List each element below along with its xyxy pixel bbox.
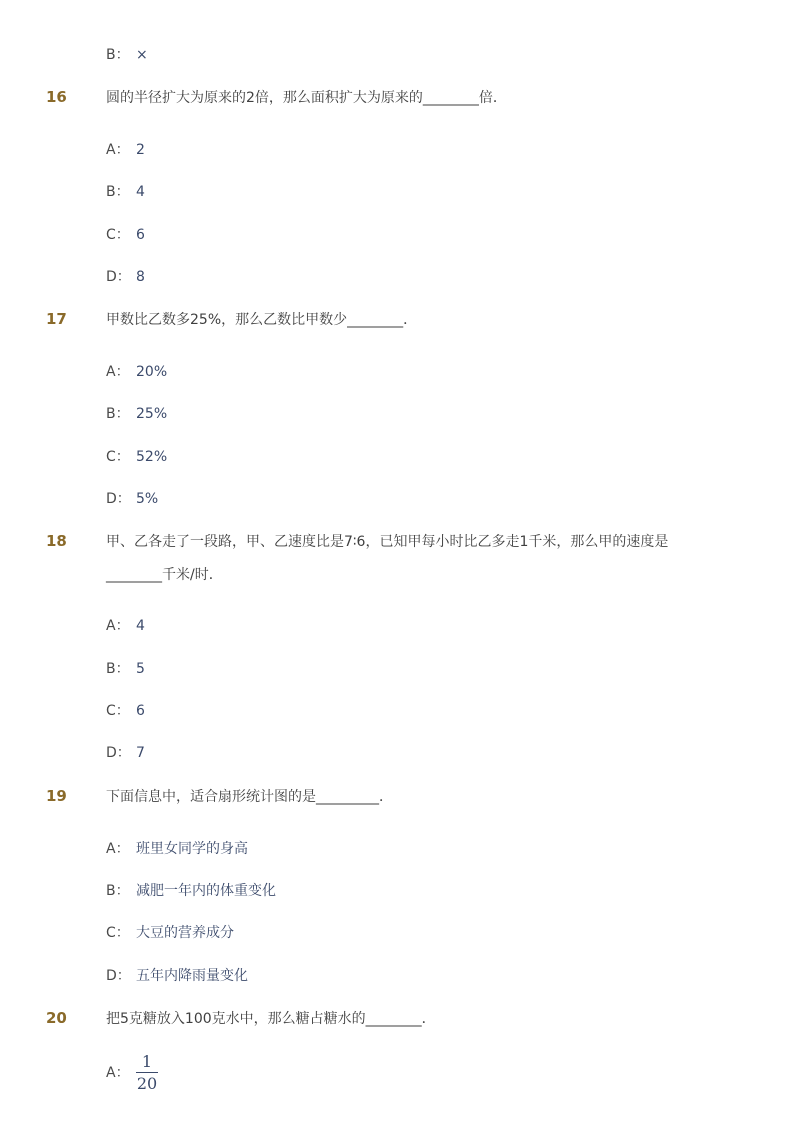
option-b[interactable] bbox=[106, 659, 145, 679]
option-value: 6 bbox=[136, 703, 145, 719]
option-label: B： bbox=[106, 883, 130, 899]
option-d[interactable] bbox=[106, 489, 158, 509]
option-label: C： bbox=[106, 227, 130, 243]
option-label: A： bbox=[106, 364, 130, 380]
option-label: B： bbox=[106, 184, 130, 200]
option-c[interactable] bbox=[106, 225, 145, 245]
question-number: 17 bbox=[46, 310, 67, 328]
option-value: 8 bbox=[136, 269, 145, 285]
option-b[interactable] bbox=[106, 404, 167, 424]
fraction-numerator: 1 bbox=[141, 1052, 153, 1071]
question-text: 下面信息中，适合扇形统计图的是_________． bbox=[106, 789, 393, 805]
option-label: B： bbox=[106, 406, 130, 422]
option-d[interactable] bbox=[106, 966, 248, 986]
option-value: 6 bbox=[136, 227, 145, 243]
option-label: D： bbox=[106, 968, 131, 984]
option-b[interactable] bbox=[106, 182, 145, 202]
question-number: 19 bbox=[46, 787, 67, 805]
option-label: C： bbox=[106, 703, 130, 719]
option-value: 20% bbox=[136, 364, 168, 380]
option-a[interactable] bbox=[106, 839, 248, 859]
fraction-denominator: 20 bbox=[136, 1074, 158, 1093]
option-value: 大豆的营养成分 bbox=[136, 925, 234, 941]
option-value: 52% bbox=[136, 449, 168, 465]
option-label: C： bbox=[106, 925, 130, 941]
option-a[interactable] bbox=[106, 1053, 158, 1093]
option-label: B： bbox=[106, 47, 130, 63]
option-value: 2 bbox=[136, 142, 145, 158]
option-d[interactable] bbox=[106, 267, 145, 287]
option-c[interactable] bbox=[106, 447, 167, 467]
fraction bbox=[136, 1053, 158, 1093]
option-label: A： bbox=[106, 618, 130, 634]
option-label: B： bbox=[106, 661, 130, 677]
question-text-continued: ________千米/时． bbox=[106, 567, 223, 583]
option-c[interactable] bbox=[106, 701, 145, 721]
question-text: 圆的半径扩大为原来的2倍，那么面积扩大为原来的________倍． bbox=[106, 90, 507, 106]
option-label: A： bbox=[106, 841, 130, 857]
fraction-bar bbox=[136, 1072, 158, 1073]
option-a[interactable] bbox=[106, 616, 145, 636]
option-value: 25% bbox=[136, 406, 168, 422]
option-value: 班里女同学的身高 bbox=[136, 841, 248, 857]
option-label: D： bbox=[106, 745, 131, 761]
option-label: D： bbox=[106, 491, 131, 507]
question-number: 16 bbox=[46, 88, 67, 106]
option-c[interactable] bbox=[106, 923, 234, 943]
question-text: 甲数比乙数多25%，那么乙数比甲数少________． bbox=[106, 312, 418, 328]
option-value: 4 bbox=[136, 618, 145, 634]
prev-option-b[interactable] bbox=[106, 45, 148, 65]
option-value: 7 bbox=[136, 745, 145, 761]
option-value: 5 bbox=[136, 661, 145, 677]
option-value: 5% bbox=[136, 491, 159, 507]
question-number: 18 bbox=[46, 532, 67, 550]
option-a[interactable] bbox=[106, 362, 167, 382]
option-value: 减肥一年内的体重变化 bbox=[136, 883, 276, 899]
option-a[interactable] bbox=[106, 140, 145, 160]
option-label: D： bbox=[106, 269, 131, 285]
question-text: 把5克糖放入100克水中，那么糖占糖水的________． bbox=[106, 1011, 436, 1027]
option-b[interactable] bbox=[106, 881, 276, 901]
question-text: 甲、乙各走了一段路，甲、乙速度比是7∶6，已知甲每小时比乙多走1千米，那么甲的速度是 bbox=[106, 534, 669, 550]
question-number: 20 bbox=[46, 1009, 67, 1027]
option-label: A： bbox=[106, 1065, 130, 1081]
option-value: 五年内降雨量变化 bbox=[136, 968, 248, 984]
option-value: 4 bbox=[136, 184, 145, 200]
option-label: C： bbox=[106, 449, 130, 465]
option-value: × bbox=[136, 47, 148, 63]
option-d[interactable] bbox=[106, 743, 145, 763]
option-label: A： bbox=[106, 142, 130, 158]
